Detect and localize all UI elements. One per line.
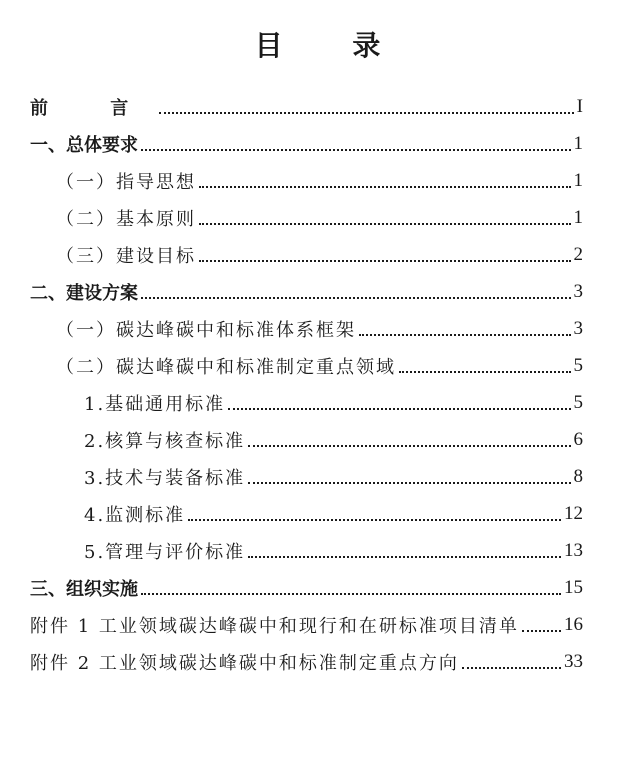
toc-entry-label: 5.管理与评价标准 [84,542,246,563]
toc-leader-dots [159,112,573,114]
toc-entry-subsection[interactable] [0,238,635,272]
toc-entry-page: 15 [564,577,583,598]
toc-entry-label: 附件 2 工业领域碳达峰碳中和标准制定重点方向 [30,653,459,674]
toc-entry-item[interactable] [0,386,635,420]
toc-entry-item[interactable] [0,534,635,568]
toc-entry-label: 附件 1 工业领域碳达峰碳中和现行和在研标准项目清单 [30,616,519,637]
toc-leader-dots [462,667,561,669]
toc-entry-label: 4.监测标准 [84,505,186,526]
toc-entry-subsection[interactable] [0,349,635,383]
toc-entry-page: 6 [573,429,583,450]
toc-entry-label: 一、总体要求 [30,135,138,156]
toc-entry-label: （二）碳达峰碳中和标准制定重点领域 [56,357,396,378]
toc-leader-dots [248,482,570,484]
toc-entry-label: 3.技术与装备标准 [84,468,246,489]
toc-entry-subsection[interactable] [0,201,635,235]
toc-leader-dots [199,260,571,262]
toc-leader-dots [359,334,571,336]
toc-leader-dots [248,445,570,447]
toc-entry-label: 前 言 [30,98,157,119]
toc-entry-item[interactable] [0,497,635,531]
toc-entry-page: 8 [573,466,583,487]
toc-entry-label: （二）基本原则 [56,209,196,230]
toc-leader-dots [188,519,561,521]
toc-entry-page: 12 [564,503,583,524]
toc-leader-dots [141,149,571,151]
toc-entry-label: 三、组织实施 [30,579,138,600]
toc-leader-dots [228,408,570,410]
toc-entry-preface[interactable] [0,90,635,124]
toc-entry-attachment-1[interactable] [0,608,635,642]
toc-leader-dots [522,630,561,632]
toc-entry-section-3[interactable] [0,571,635,605]
toc-entry-page: 2 [573,244,583,265]
toc-leader-dots [141,593,561,595]
toc-entry-page: 13 [564,540,583,561]
page-title: 目 录 [254,29,411,62]
toc-entry-page: 33 [564,651,583,672]
toc-entry-subsection[interactable] [0,164,635,198]
toc-leader-dots [141,297,571,299]
toc-leader-dots [248,556,561,558]
toc-entry-label: （一）碳达峰碳中和标准体系框架 [56,320,356,341]
toc-entry-page: 3 [573,281,583,302]
toc-leader-dots [199,186,571,188]
toc-entry-page: 1 [573,133,583,154]
toc-entry-item[interactable] [0,460,635,494]
toc-entry-page: 5 [573,355,583,376]
toc-leader-dots [199,223,571,225]
toc-entry-section-1[interactable] [0,127,635,161]
toc-entry-label: （三）建设目标 [56,246,196,267]
toc-entry-attachment-2[interactable] [0,645,635,679]
toc-entry-label: 二、建设方案 [30,283,138,304]
toc-entry-page: I [576,96,583,117]
toc-leader-dots [399,371,571,373]
toc-entry-label: 1.基础通用标准 [84,394,226,415]
toc-entry-item[interactable] [0,423,635,457]
toc-entry-page: 3 [573,318,583,339]
toc-entry-label: 2.核算与核查标准 [84,431,246,452]
toc-entry-page: 1 [573,207,583,228]
toc-entry-page: 5 [573,392,583,413]
toc-entry-page: 1 [573,170,583,191]
toc-entry-page: 16 [564,614,583,635]
toc-entry-label: （一）指导思想 [56,172,196,193]
toc-entry-subsection[interactable] [0,312,635,346]
toc-entry-section-2[interactable] [0,275,635,309]
